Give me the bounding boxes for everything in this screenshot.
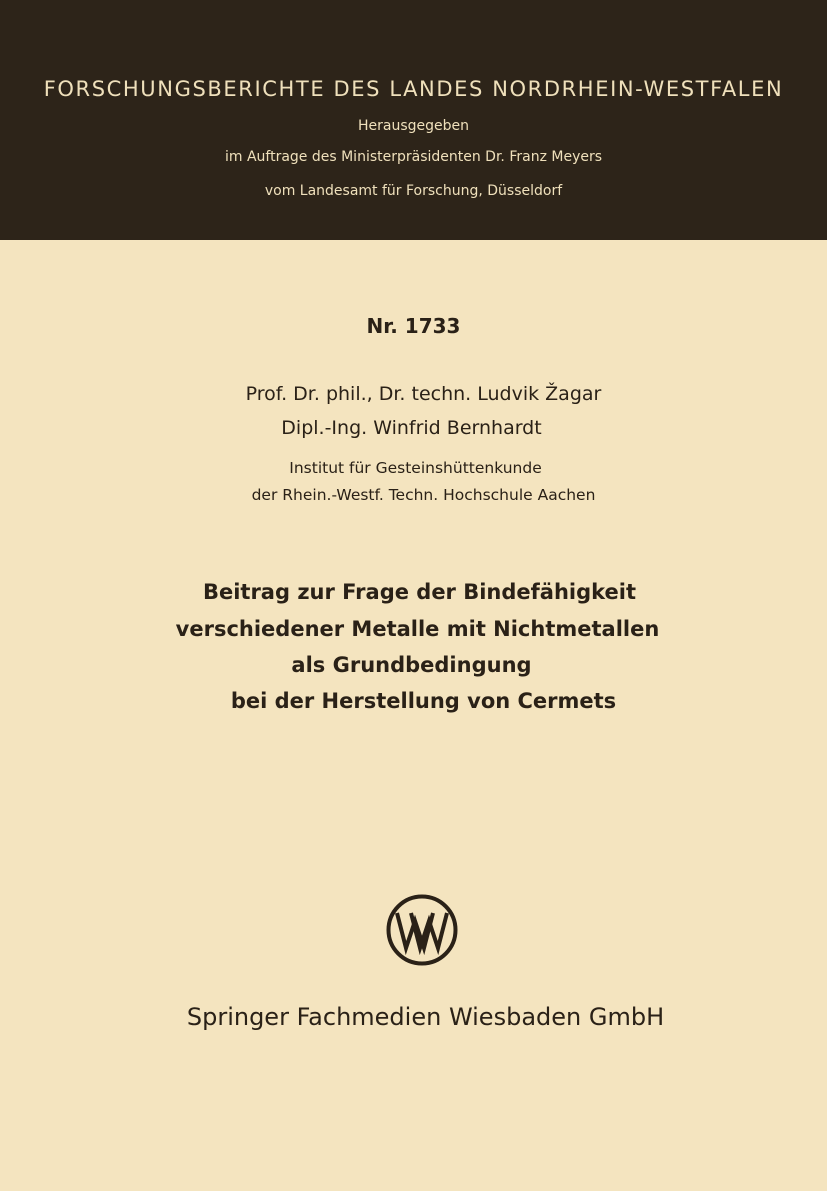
series-title: FORSCHUNGSBERICHTE DES LANDES NORDRHEIN-WESTFALEN xyxy=(43,77,784,101)
header-band xyxy=(0,0,827,240)
author-1: Prof. Dr. phil., Dr. techn. Ludvik Žagar xyxy=(245,383,602,405)
office-line: vom Landesamt für Forschung, Düsseldorf xyxy=(264,183,563,199)
title-line-1: Beitrag zur Frage der Bindefähigkeit xyxy=(202,580,637,604)
title-line-2: verschiedener Metalle mit Nichtmetallen xyxy=(175,617,660,641)
publisher-logo-icon xyxy=(385,893,459,967)
publisher-name: Springer Fachmedien Wiesbaden GmbH xyxy=(186,1003,665,1031)
institute-line-1: Institut für Gesteinshüttenkunde xyxy=(289,459,542,477)
report-number: Nr. 1733 xyxy=(366,314,461,338)
editor-line: Herausgegeben xyxy=(357,118,469,134)
title-line-3: als Grundbedingung xyxy=(291,653,532,677)
institute-line-2: der Rhein.-Westf. Techn. Hochschule Aachen xyxy=(251,486,596,504)
title-line-4: bei der Herstellung von Cermets xyxy=(230,689,617,713)
author-2: Dipl.-Ing. Winfrid Bernhardt xyxy=(281,417,542,439)
commission-line: im Auftrage des Ministerpräsidenten Dr. Franz Meyers xyxy=(224,149,603,165)
